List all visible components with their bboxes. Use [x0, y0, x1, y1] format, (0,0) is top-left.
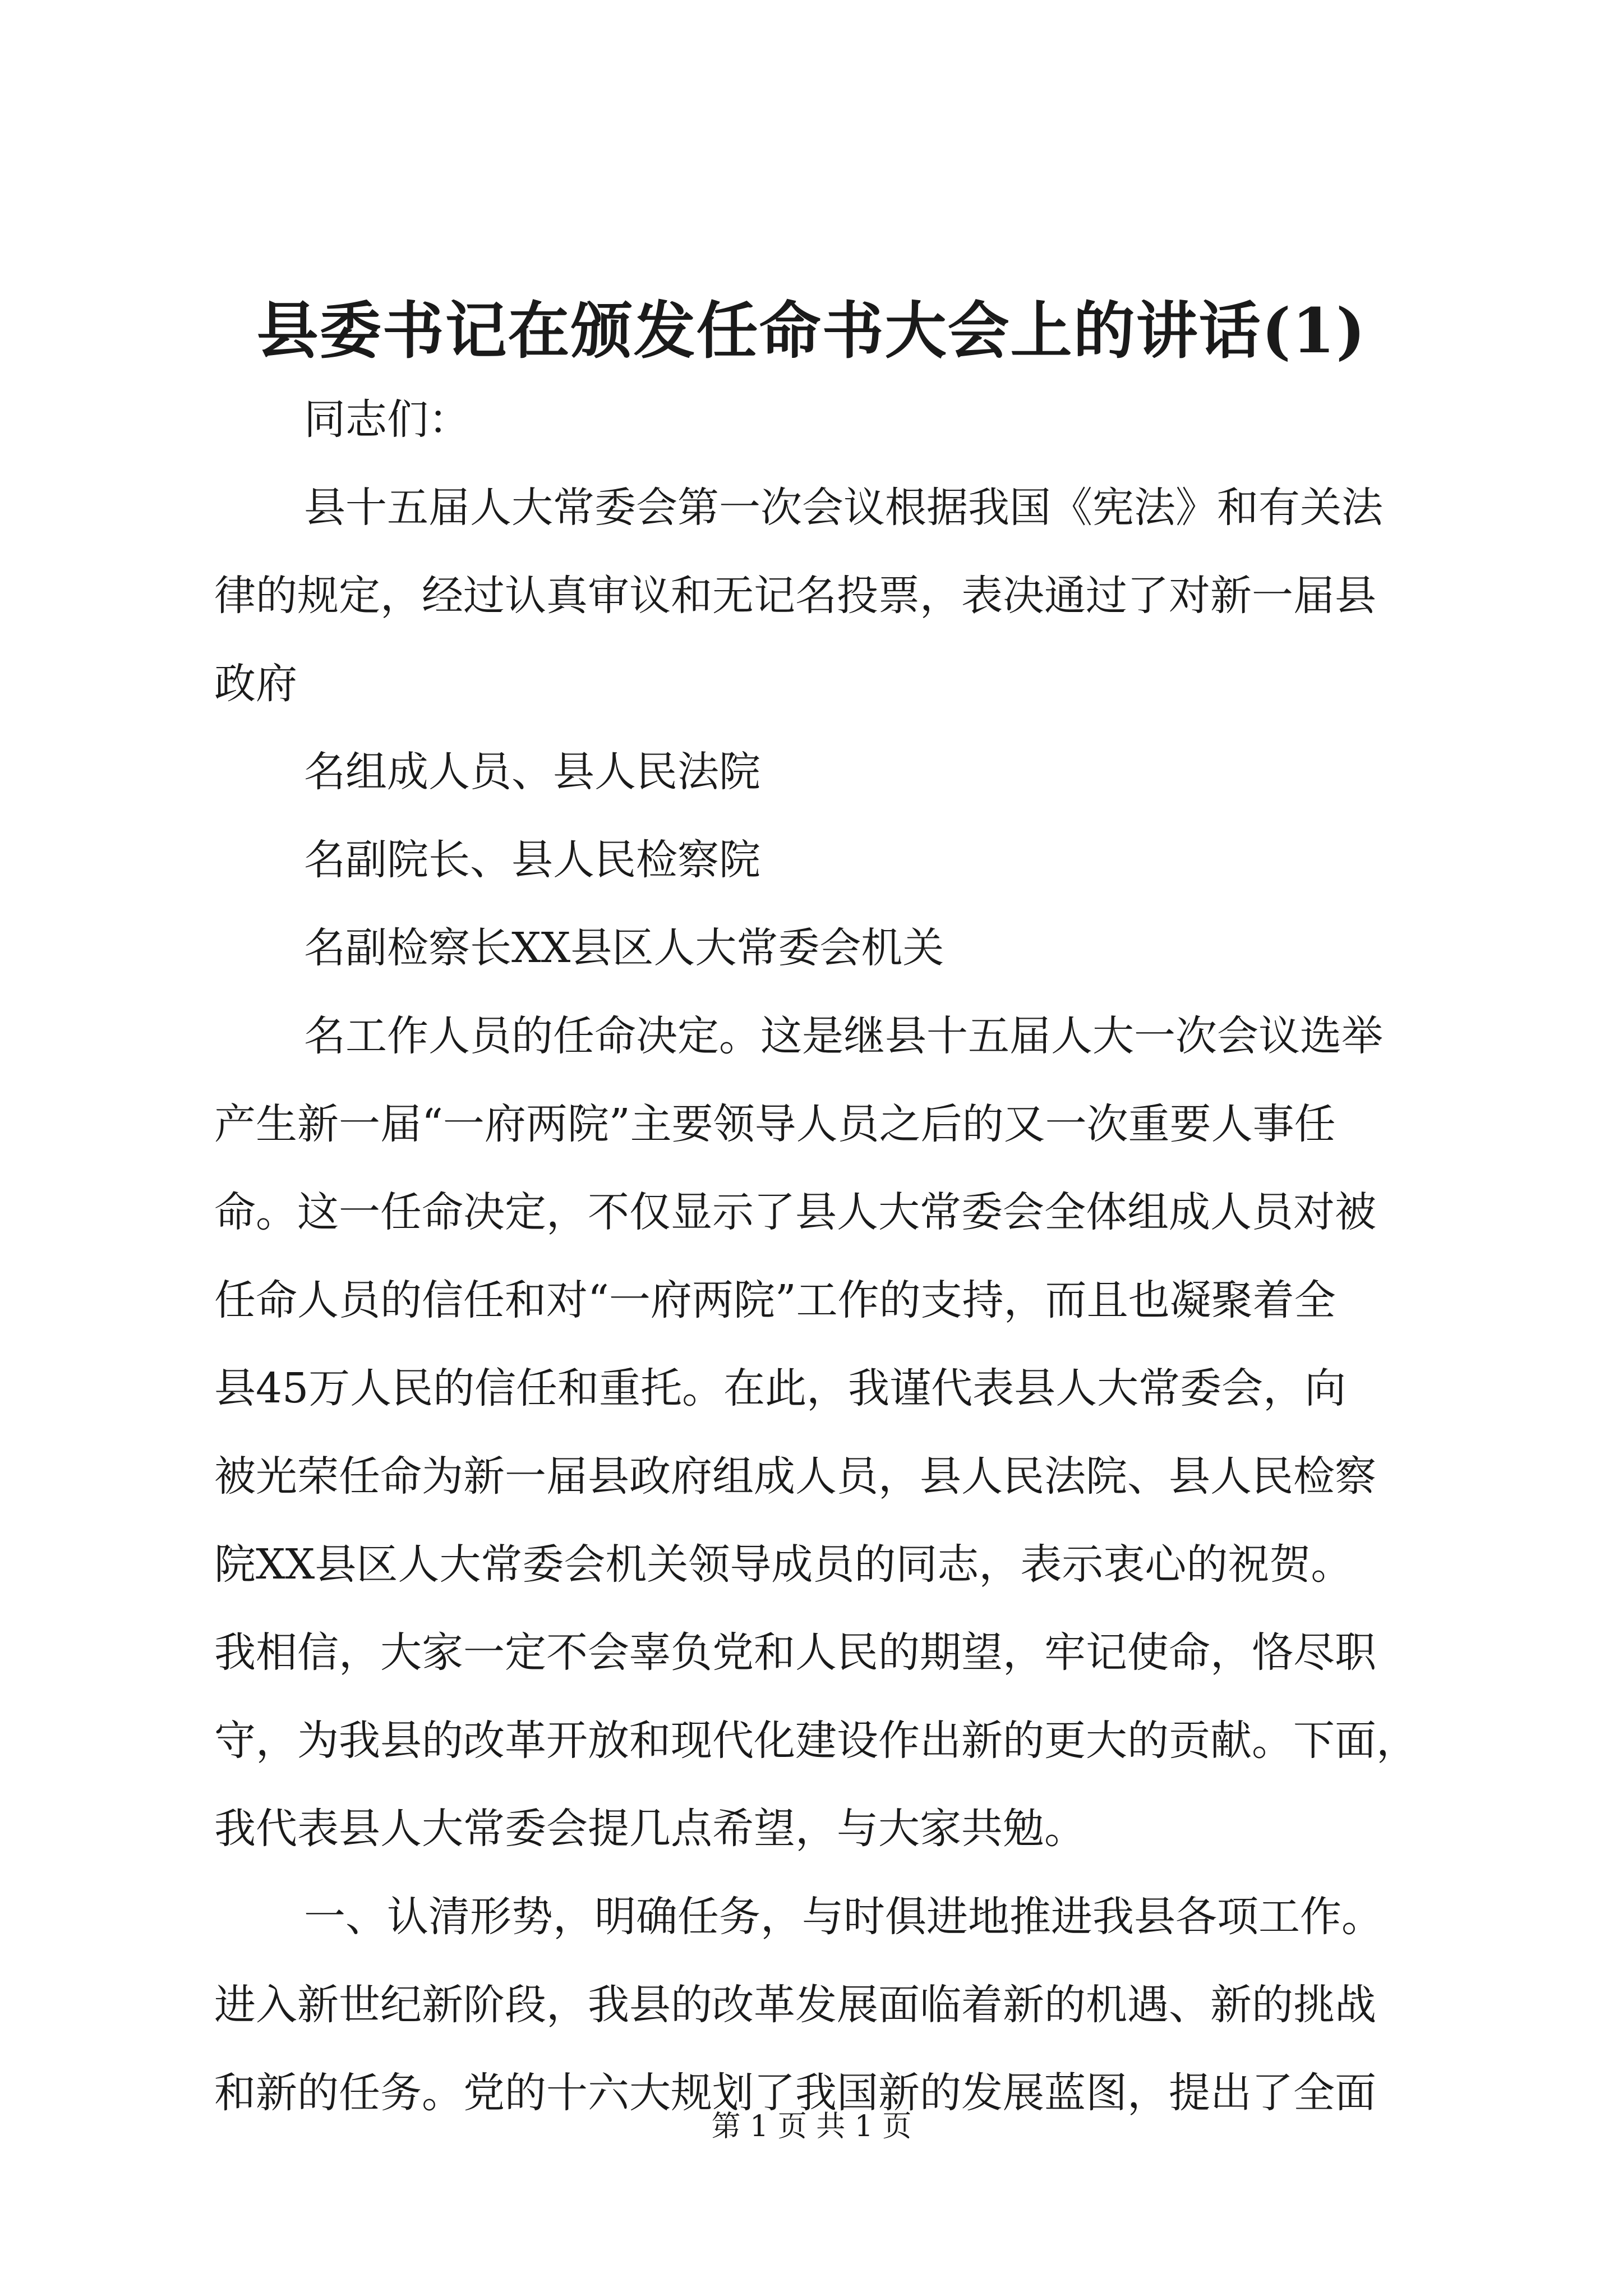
- text-line: 名副院长、县人民检察院: [304, 836, 760, 884]
- text-line: 命。这一任命决定，不仅显示了县人大常委会全体组成人员对被: [214, 1188, 1376, 1236]
- text-line: 和新的任务。党的十六大规划了我国新的发展蓝图，提出了全面: [214, 2069, 1376, 2117]
- text-line: 院XX县区人大常委会机关领导成员的同志，表示衷心的祝贺。: [214, 1540, 1353, 1589]
- text-line: 政府: [214, 660, 297, 708]
- text-line: 名组成人员、县人民法院: [304, 748, 760, 796]
- text-line: 名副检察长XX县区人大常委会机关: [304, 924, 944, 972]
- text-line: 县十五届人大常委会第一次会议根据我国《宪法》和有关法: [304, 484, 1383, 532]
- text-line: 被光荣任命为新一届县政府组成人员，县人民法院、县人民检察: [214, 1452, 1376, 1501]
- text-line: 我代表县人大常委会提几点希望，与大家共勉。: [214, 1805, 1086, 1853]
- text-line: 产生新一届“一府两院”主要领导人员之后的又一次重要人事任: [214, 1100, 1336, 1148]
- text-line: 进入新世纪新阶段，我县的改革发展面临着新的机遇、新的挑战: [214, 1981, 1376, 2029]
- text-line: 一、认清形势，明确任务，与时俱进地推进我县各项工作。: [304, 1893, 1383, 1941]
- text-line: 任命人员的信任和对“一府两院”工作的支持，而且也凝聚着全: [214, 1276, 1336, 1324]
- text-line: 同志们：: [304, 395, 470, 444]
- text-line: 守，为我县的改革开放和现代化建设作出新的更大的贡献。下面，: [214, 1717, 1418, 1765]
- text-line: 县45万人民的信任和重托。在此，我谨代表县人大常委会，向: [214, 1364, 1347, 1412]
- document-title: 县委书记在颁发任命书大会上的讲话(1): [256, 295, 1367, 367]
- page-footer: 第 1 页 共 1 页: [711, 2110, 912, 2143]
- text-line: 律的规定，经过认真审议和无记名投票，表决通过了对新一届县: [214, 572, 1376, 620]
- document-body: [214, 376, 1426, 2137]
- text-line: 我相信，大家一定不会辜负党和人民的期望，牢记使命，恪尽职: [214, 1628, 1376, 1677]
- text-line: 名工作人员的任命决定。这是继县十五届人大一次会议选举: [304, 1012, 1383, 1060]
